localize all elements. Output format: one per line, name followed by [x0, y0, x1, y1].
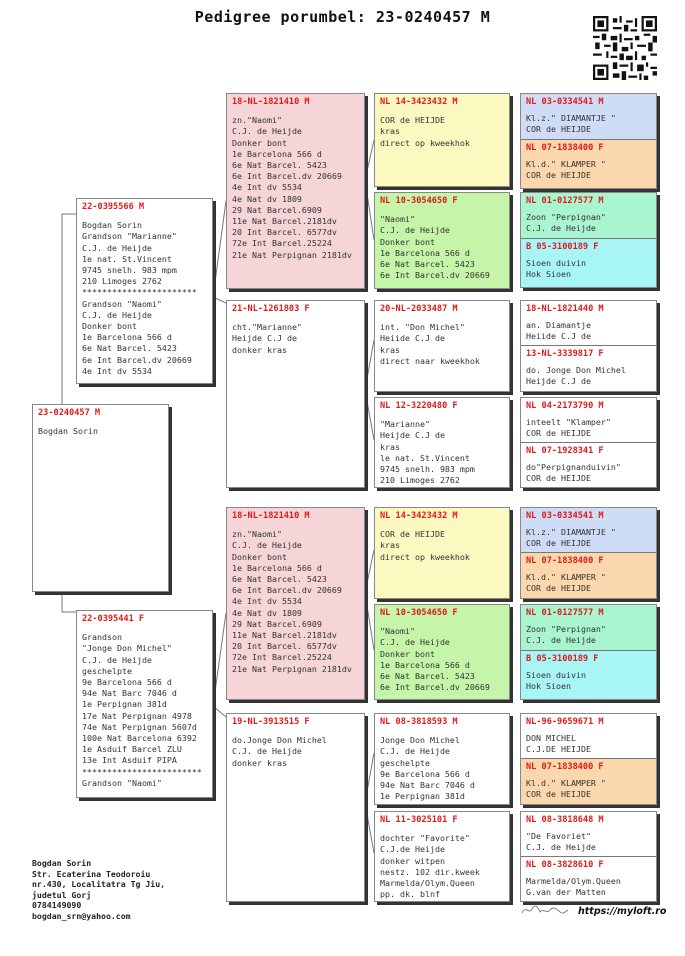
gen3-card[interactable] [374, 604, 510, 700]
gen3-line: le nat. St.Vincent [380, 452, 470, 463]
gen4-ring: NL 07-1838400 F [526, 762, 604, 772]
gen4-card[interactable] [521, 759, 657, 805]
gen4-group [520, 811, 657, 902]
gen4-line: Heiide C.J de [526, 331, 591, 342]
sire-line: 9745 snelh. 983 mpm [82, 265, 177, 276]
gen2-line: donker kras [232, 344, 287, 355]
gen4-ring: 18-NL-1821440 M [526, 304, 604, 314]
gen4-group [520, 604, 657, 700]
sire-dam-card[interactable] [226, 300, 365, 488]
dam-line: ************************ [82, 766, 202, 777]
gen3-line: COR de HEIJDE [380, 529, 445, 540]
sire-line: Grandson "Naomi" [82, 298, 162, 309]
sire-line: 6e Int Barcel.dv 20669 [82, 354, 192, 365]
gen2-line: 4e Int dv 5534 [232, 182, 302, 193]
gen4-line: an. Diamantje [526, 320, 591, 331]
gen2-line: 6e Nat Barcel. 5423 [232, 574, 327, 585]
gen2-line: zn."Naomi" [232, 529, 282, 540]
owner-street: Str. Ecaterina Teodoroiu [32, 868, 151, 879]
gen4-ring: NL 07-1838400 F [526, 556, 604, 566]
dam-line: 17e Nat Perpignan 4978 [82, 710, 192, 721]
gen4-ring: NL 01-0127577 M [526, 196, 604, 206]
gen3-line: 1e Barcelona 566 d [380, 247, 470, 258]
gen3-card[interactable] [374, 811, 510, 902]
gen3-line: dochter "Favorite" [380, 833, 470, 844]
gen2-ring: 21-NL-1261803 F [232, 304, 310, 314]
sire-line: *********************** [82, 287, 197, 298]
gen4-line: Hok Sioen [526, 681, 571, 692]
signature-icon [520, 903, 570, 917]
dam-sire-card[interactable] [226, 507, 365, 700]
gen3-line: direct op kweekhok [380, 137, 470, 148]
dam-line: 94e Nat Barc 7046 d [82, 688, 177, 699]
gen3-line: Heijde C.J de [380, 430, 445, 441]
sire-line: C.J. de Heijde [82, 309, 152, 320]
gen3-line: Jonge Don Michel [380, 735, 460, 746]
gen4-line: Kl.d." KLAMPER " [526, 778, 606, 789]
sire-line: Bogdan Sorin [82, 220, 142, 231]
gen2-line: 6e Nat Barcel. 5423 [232, 160, 327, 171]
dam-line: 9e Barcelona 566 d [82, 677, 172, 688]
gen3-line: 1e Perpignan 381d [380, 791, 465, 802]
gen3-line: 6e Nat Barcel. 5423 [380, 671, 475, 682]
sire-line: 210 Limoges 2762 [82, 276, 162, 287]
sire-sire-card[interactable] [226, 93, 365, 289]
gen3-line: donker witpen [380, 855, 445, 866]
gen3-line: kras [380, 441, 400, 452]
gen4-group [520, 93, 657, 189]
gen2-line: zn."Naomi" [232, 115, 282, 126]
gen3-line: 9745 snelh. 983 mpm [380, 464, 475, 475]
gen4-line: Marmelda/Olym.Queen [526, 876, 621, 887]
gen4-card[interactable] [521, 553, 657, 599]
gen3-line: C.J. de Heijde [380, 637, 450, 648]
owner-name: Bogdan Sorin [32, 858, 92, 868]
gen4-line: do. Jonge Don Michel [526, 365, 626, 376]
owner-locality: nr.430, Localitatra Tg Jiu, [32, 879, 166, 889]
gen4-ring: NL 04-2173790 M [526, 401, 604, 411]
subject-ring: 23-0240457 M [38, 408, 101, 418]
sire-line: 1e Barcelona 566 d [82, 332, 172, 343]
gen4-line: COR de HEIJDE [526, 428, 591, 439]
gen4-line: COR de HEIJDE [526, 583, 591, 594]
sire-ring: 22-0395566 M [82, 202, 145, 212]
gen2-ring: 19-NL-3913515 F [232, 717, 310, 727]
gen4-card[interactable] [521, 239, 657, 288]
gen4-line: Kl.z." DIAMANTJE " [526, 527, 616, 538]
sire-card[interactable] [76, 198, 213, 384]
gen2-line: Donker bont [232, 137, 287, 148]
gen4-group [520, 300, 657, 392]
gen4-ring: 13-NL-3339817 F [526, 349, 604, 359]
gen2-line: C.J. de Heijde [232, 746, 302, 757]
gen4-line: COR de HEIJDE [526, 789, 591, 800]
gen3-line: 210 Limoges 2762 [380, 475, 460, 486]
gen2-line: 4e Nat dv 1809 [232, 193, 302, 204]
gen2-line: 11e Nat Barcel.2181dv [232, 216, 337, 227]
gen3-card[interactable] [374, 300, 510, 392]
gen4-line: Zoon "Perpignan" [526, 624, 606, 635]
gen4-line: C.J. de Heijde [526, 635, 596, 646]
gen4-line: Kl.z." DIAMANTJE " [526, 113, 616, 124]
sire-line: Donker bont [82, 321, 137, 332]
gen4-line: Kl.d." KLAMPER " [526, 159, 606, 170]
gen3-line: Marmelda/Olym.Queen [380, 878, 475, 889]
owner-email[interactable]: bogdan_srn@yahoo.com [32, 910, 131, 921]
gen3-line: C.J. de Heijde [380, 225, 450, 236]
gen4-line: inteelt "Klamper" [526, 417, 611, 428]
gen3-card[interactable] [374, 397, 510, 488]
gen2-line: 4e Nat dv 1809 [232, 607, 302, 618]
gen4-ring: NL 08-3828610 F [526, 860, 604, 870]
gen3-ring: 20-NL-2033487 M [380, 304, 458, 314]
gen4-line: COR de HEIJDE [526, 124, 591, 135]
subject-card[interactable] [32, 404, 169, 592]
dam-line: 74e Nat Perpignan 5607d [82, 721, 197, 732]
gen4-line: C.J. de Heijde [526, 223, 596, 234]
gen3-ring: NL 12-3220480 F [380, 401, 458, 411]
gen3-line: geschelpte [380, 757, 430, 768]
gen2-ring: 18-NL-1821410 M [232, 97, 310, 107]
sire-line: C.J. de Heijde [82, 242, 152, 253]
gen2-line: 21e Nat Perpignan 2181dv [232, 663, 352, 674]
gen4-ring: NL 08-3818648 M [526, 815, 604, 825]
dam-line: 1e Asduif Barcel ZLU [82, 744, 182, 755]
gen4-card[interactable] [521, 714, 657, 759]
dam-line: 13e Int Asduif PIPA [82, 755, 177, 766]
gen4-ring: NL 07-1928341 F [526, 446, 604, 456]
gen4-line: "De Favoriet" [526, 831, 591, 842]
gen4-line: C.J.DE HEIJDE [526, 744, 591, 755]
gen2-line: 6e Int Barcel.dv 20669 [232, 585, 342, 596]
gen3-ring: NL 10-3054650 F [380, 608, 458, 618]
gen2-line: 1e Barcelona 566 d [232, 562, 322, 573]
gen3-line: direct op kweekhok [380, 551, 470, 562]
page-title: Pedigree porumbel: 23-0240457 M [194, 8, 491, 26]
gen3-line: 6e Int Barcel.dv 20669 [380, 270, 490, 281]
gen3-ring: NL 14-3423432 M [380, 511, 458, 521]
gen2-line: C.J. de Heijde [232, 126, 302, 137]
gen3-line: kras [380, 540, 400, 551]
gen2-line: do.Jonge Don Michel [232, 735, 327, 746]
gen4-line: G.van der Matten [526, 887, 606, 898]
gen4-line: Sioen duivin [526, 258, 586, 269]
gen2-line: 72e Int Barcel.25224 [232, 652, 332, 663]
gen3-card[interactable] [374, 93, 510, 187]
gen4-card[interactable] [521, 193, 657, 239]
gen2-line: 1e Barcelona 566 d [232, 148, 322, 159]
gen3-line: 6e Int Barcel.dv 20669 [380, 682, 490, 693]
dam-line: geschelpte [82, 665, 132, 676]
gen4-card[interactable] [521, 605, 657, 651]
gen4-card[interactable] [521, 301, 657, 346]
gen2-line: cht."Marianne" [232, 322, 302, 333]
gen2-ring: 18-NL-1821410 M [232, 511, 310, 521]
gen4-line: C.J. de Heijde [526, 842, 596, 853]
gen3-ring: NL 14-3423432 M [380, 97, 458, 107]
gen4-card[interactable] [521, 651, 657, 700]
gen3-ring: NL 11-3025101 F [380, 815, 458, 825]
gen4-line: do"Perpignanduivin" [526, 462, 621, 473]
subject-line: Bogdan Sorin [38, 426, 98, 437]
gen3-line: direct naar kweekhok [380, 355, 480, 366]
sire-line: 6e Nat Barcel. 5423 [82, 343, 177, 354]
gen3-line: kras [380, 126, 400, 137]
gen4-line: Heijde C.J de [526, 376, 591, 387]
gen4-ring: NL 03-0334541 M [526, 97, 604, 107]
gen2-line: 21e Nat Perpignan 2181dv [232, 249, 352, 260]
gen2-line: 4e Int dv 5534 [232, 596, 302, 607]
gen3-card[interactable] [374, 192, 510, 289]
gen3-line: Heiide C.J de [380, 333, 445, 344]
gen4-card[interactable] [521, 812, 657, 857]
gen3-card[interactable] [374, 507, 510, 599]
gen3-line: kras [380, 344, 400, 355]
gen3-line: 9e Barcelona 566 d [380, 768, 470, 779]
gen4-line: DON MICHEL [526, 733, 576, 744]
gen2-line: 11e Nat Barcel.2181dv [232, 630, 337, 641]
website-link[interactable]: https://myloft.ro [578, 906, 667, 917]
gen4-line: Kl.d." KLAMPER " [526, 572, 606, 583]
gen3-line: nestz. 102 dir.kweek [380, 866, 480, 877]
gen3-line: 1e Barcelona 566 d [380, 659, 470, 670]
gen3-line: "Naomi" [380, 214, 415, 225]
gen4-card[interactable] [521, 346, 657, 392]
gen2-line: 72e Int Barcel.25224 [232, 238, 332, 249]
owner-county: judetul Gorj [32, 889, 92, 900]
gen4-group [520, 507, 657, 599]
gen4-line: COR de HEIJDE [526, 473, 591, 484]
gen3-ring: NL 08-3818593 M [380, 717, 458, 727]
dam-dam-card[interactable] [226, 713, 365, 902]
dam-line: 100e Nat Barcelona 6392 [82, 733, 197, 744]
gen3-line: 6e Nat Barcel. 5423 [380, 259, 475, 270]
gen4-line: COR de HEIJDE [526, 170, 591, 181]
gen3-line: 94e Nat Barc 7046 d [380, 780, 475, 791]
gen4-group [520, 192, 657, 288]
gen2-line: donker kras [232, 757, 287, 768]
dam-line: Grandson "Naomi" [82, 777, 162, 788]
gen3-line: C.J.de Heijde [380, 844, 445, 855]
gen4-line: Zoon "Perpignan" [526, 212, 606, 223]
owner-phone: 0784149090 [32, 900, 82, 910]
gen2-line: 29 Nat Barcel.6909 [232, 204, 322, 215]
gen2-line: 20 Int Barcel. 6577dv [232, 227, 337, 238]
gen4-line: Hok Sioen [526, 269, 571, 280]
gen2-line: 20 Int Barcel. 6577dv [232, 641, 337, 652]
gen2-line: Donker bont [232, 551, 287, 562]
gen3-ring: NL 10-3054650 F [380, 196, 458, 206]
dam-line: C.J. de Heijde [82, 654, 152, 665]
gen4-card[interactable] [521, 140, 657, 189]
gen4-group [520, 397, 657, 488]
dam-ring: 22-0395441 F [82, 614, 145, 624]
gen4-group [520, 713, 657, 805]
gen3-line: "Naomi" [380, 626, 415, 637]
gen4-card[interactable] [521, 443, 657, 488]
dam-card[interactable] [76, 610, 213, 798]
gen2-line: 29 Nat Barcel.6909 [232, 618, 322, 629]
gen2-line: 6e Int Barcel.dv 20669 [232, 171, 342, 182]
owner-info [32, 858, 165, 921]
gen4-card[interactable] [521, 857, 657, 902]
gen4-card[interactable] [521, 94, 657, 140]
gen4-card[interactable] [521, 398, 657, 443]
gen4-ring: NL-96-9659671 M [526, 717, 604, 727]
sire-line: Grandson "Marianne" [82, 231, 177, 242]
gen2-line: Heijde C.J de [232, 333, 297, 344]
gen4-ring: NL 01-0127577 M [526, 608, 604, 618]
gen4-ring: NL 03-0334541 M [526, 511, 604, 521]
gen4-line: COR de HEIJDE [526, 538, 591, 549]
gen3-line: "Marianne" [380, 419, 430, 430]
gen3-line: COR de HEIJDE [380, 115, 445, 126]
dam-line: "Jonge Don Michel" [82, 643, 172, 654]
sire-line: 4e Int dv 5534 [82, 365, 152, 376]
gen4-ring: B 05-3100189 F [526, 654, 599, 664]
sire-line: 1e nat. St.Vincent [82, 253, 172, 264]
gen4-ring: B 05-3100189 F [526, 242, 599, 252]
gen3-line: Donker bont [380, 236, 435, 247]
gen3-line: int. "Don Michel" [380, 322, 465, 333]
gen4-card[interactable] [521, 508, 657, 553]
gen3-line: pp. dk. blnf [380, 889, 440, 900]
gen3-line: Donker bont [380, 648, 435, 659]
gen4-ring: NL 07-1838400 F [526, 143, 604, 153]
dam-line: Grandson [82, 632, 122, 643]
gen3-line: C.J. de Heijde [380, 746, 450, 757]
gen3-card[interactable] [374, 713, 510, 805]
gen2-line: C.J. de Heijde [232, 540, 302, 551]
dam-line: 1e Perpignan 381d [82, 699, 167, 710]
gen4-line: Sioen duivin [526, 670, 586, 681]
